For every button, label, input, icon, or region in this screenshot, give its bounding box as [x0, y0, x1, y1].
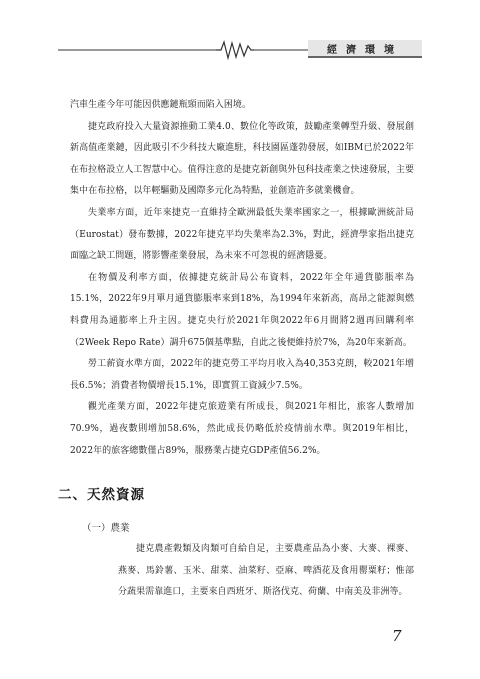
subsection-content	[118, 539, 414, 604]
paragraph-agriculture: 捷克農產穀類及肉類可自給自足，主要農產品為小麥、大麥、裸麥、燕麥、馬鈴薯、玉米、甜菜、油菜籽、亞麻、啤酒花及食用罌粟籽；惟部分蔬果需靠進口，主要來自西班牙、斯洛伐克、荷蘭、中南美及非洲等。	[118, 544, 414, 598]
paragraph-unemployment: 失業率方面，近年來捷克一直維持全歐洲最低失業率國家之一，根據歐洲統計局（Eurostat）發布數據，2022年捷克平均失業率為2.3%，對此，經濟學家指出捷克面臨之缺工問題，將影響產業發展，為未來不可忽視的經濟隱憂。	[70, 207, 414, 262]
page-number: 7	[392, 627, 402, 645]
section-heading: 二、天然資源	[58, 487, 145, 503]
paragraph-inflation: 在物價及利率方面，依據捷克統計局公布資料，2022年全年通貨膨脹率為15.1%，2022年9月單月通貨膨脹率來到18%，為1994年來新高，高昂之能源與燃料費用為通膨率上升主因。捷克央行於2021年與2022年6月間將2週再回購利率（2Week Repo Rate）調升675個基準點，自此之後便維持於7%，為20年來新高。	[70, 272, 414, 348]
page-header	[58, 40, 422, 62]
header-title-box	[308, 40, 422, 58]
paragraph-industry: 捷克政府投入大量資源推動工業4.0、數位化等政策，鼓勵產業轉型升級、發展創新高值產業鏈，因此吸引不少科技大廠進駐，科技園區蓬勃發展，如IBM已於2022年在布拉格設立人工智慧中心。值得注意的是捷克新創與外包科技產業之快速發展，主要集中在布拉格，以年輕驅動及國際多元化為特點，並創造許多就業機會。	[70, 121, 414, 197]
subsection-heading: （一）農業	[82, 523, 130, 534]
paragraph-tourism: 觀光產業方面，2022年捷克旅遊業有所成長，與2021年相比，旅客人數增加70.9%，過夜數則增加58.6%，然此成長仍略低於疫情前水準。與2019年相比，2022年的旅客總數僅占89%，服務業占捷克GDP產值56.2%。	[70, 402, 414, 456]
paragraph-wages: 勞工薪資水準方面，2022年的捷克勞工平均月收入為40,353克朗，較2021年增長6.5%；消費者物價增長15.1%，即實質工資減少7.5%。	[70, 359, 414, 391]
main-content	[70, 95, 414, 462]
header-title: 經濟環境	[327, 45, 403, 56]
paragraph-supply-chain: 汽車生產今年可能因供應鏈瓶頸而陷入困境。	[70, 100, 252, 110]
